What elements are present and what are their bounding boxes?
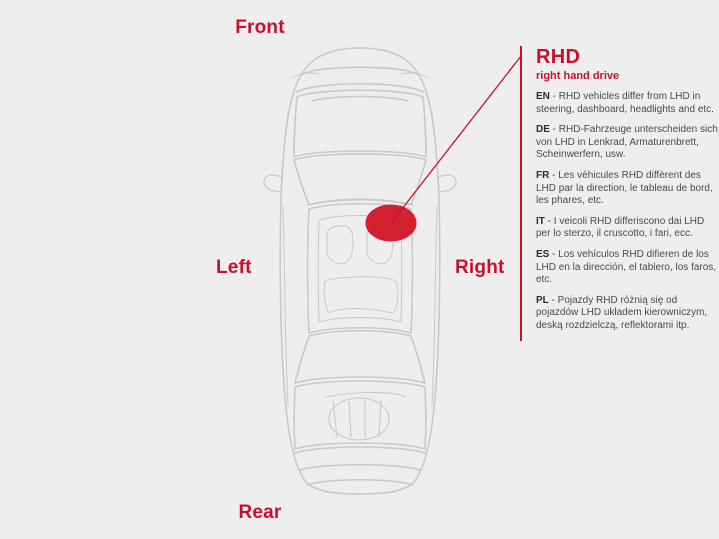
language-text: - RHD-Fahrzeuge unterscheiden sich von LHD in Lenkrad, Armaturenbrett, Scheinwerfern, usw. xyxy=(536,124,718,161)
callout-title: RHD xyxy=(536,46,581,68)
callout-description-pl xyxy=(536,295,719,333)
language-code: FR xyxy=(536,169,550,181)
callout-description-en xyxy=(536,91,719,116)
direction-label-right: Right xyxy=(455,257,505,278)
language-code: EN xyxy=(536,91,550,102)
direction-label-rear: Rear xyxy=(238,502,282,523)
language-text: - Pojazdy RHD różnią się od pojazdów LHD układem kierowniczym, deską rozdzielczą, reflektorami itp. xyxy=(536,294,708,331)
direction-label-front: Front xyxy=(235,17,285,38)
callout-description-it xyxy=(536,216,719,241)
language-text: - I veicoli RHD differiscono dai LHD per lo sterzo, il cruscotto, i fari, ecc. xyxy=(536,215,705,240)
rhd-callout-panel xyxy=(520,46,719,341)
callout-description-fr xyxy=(536,170,719,208)
callout-description-de xyxy=(536,124,719,162)
car-top-view-illustration xyxy=(245,45,475,495)
steering-wheel-highlight-shape xyxy=(366,205,416,241)
language-text: - Los vehículos RHD difieren de los LHD en la dirección, el tablero, los faros, etc. xyxy=(536,248,717,286)
language-code: ES xyxy=(536,248,550,260)
language-code: IT xyxy=(536,215,545,227)
language-text: - Les véhicules RHD diffèrent des LHD par la direction, le tableau de bord, les phares, etc. xyxy=(536,169,713,207)
callout-description-es xyxy=(536,249,719,287)
callout-description-list xyxy=(536,91,719,333)
language-text: - RHD vehicles differ from LHD in steering, dashboard, headlights and etc. xyxy=(536,91,714,115)
direction-label-left: Left xyxy=(216,257,252,278)
callout-subtitle: right hand drive xyxy=(536,70,620,82)
language-code: DE xyxy=(536,124,550,136)
language-code: PL xyxy=(536,294,549,306)
